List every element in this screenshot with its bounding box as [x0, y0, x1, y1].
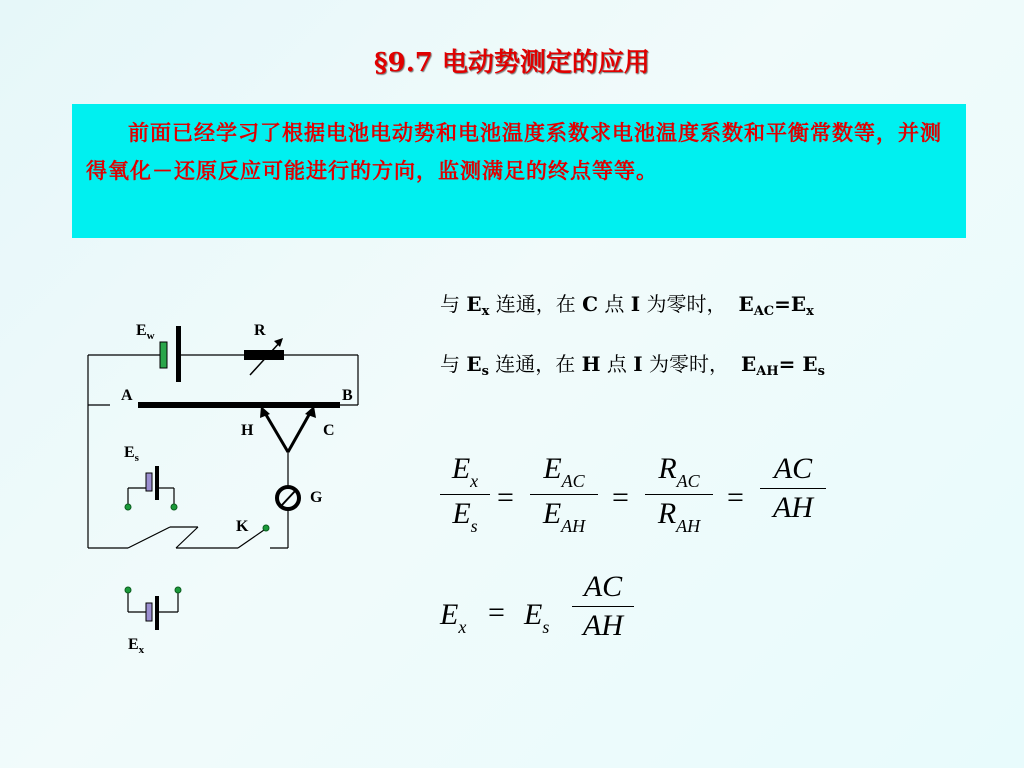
equals-sign: = [488, 596, 505, 629]
label-k: K [236, 518, 249, 535]
label-r: R [254, 322, 266, 339]
fraction-ac-ah: AC AH [760, 452, 826, 525]
equals-sign: = [727, 481, 744, 514]
ew-battery-plate-long [176, 326, 181, 382]
label-b: B [342, 387, 353, 404]
statement-1: 与 $E_x$ 连通，在 C 点 I 为零时， $E_{AC}=E_x$ [440, 292, 814, 319]
label-ex: $E_x$ [128, 636, 145, 656]
fraction-ac-ah-result: AC AH [572, 570, 634, 643]
fraction-eac-eah: $E_{AC}$ $E_{AH}$ [530, 452, 598, 537]
fraction-rac-rah: $R_{AC}$ $R_{AH}$ [645, 452, 713, 537]
equals-sign: = [612, 481, 629, 514]
es-battery-plate-long [155, 466, 159, 500]
rheostat-r [244, 350, 284, 360]
slide-wire-ab [138, 402, 340, 408]
ex-battery-plate [146, 603, 152, 621]
intro-text: 前面已经学习了根据电池电动势和电池温度系数求电池温度系数和平衡常数等，并测得氧化－还原反应可能进行的方向，监测满足的终点等等。 [86, 120, 942, 183]
equals-sign: = [497, 481, 514, 514]
node-ex-right [175, 587, 181, 593]
ex-battery-plate-long [155, 596, 159, 630]
page-title: §9.7 电动势测定的应用 [374, 48, 650, 78]
statement-2: 与 $E_s$ 连通，在 H 点 I 为零时， $E_{AH}= E_s$ [440, 352, 825, 379]
label-g: G [310, 489, 323, 506]
ew-battery-plate [160, 342, 167, 368]
label-c: C [323, 422, 335, 439]
label-h: H [241, 422, 254, 439]
node-es-right [171, 504, 177, 510]
lhs-ex: $E_x$ [440, 598, 467, 637]
node-es-left [125, 504, 131, 510]
fraction-ex-es: $E_x$ $E_s$ [440, 452, 490, 537]
node-k [263, 525, 269, 531]
node-ex-left [125, 587, 131, 593]
label-ew: $E_w$ [136, 322, 155, 342]
rhs-es: $E_s$ [524, 598, 550, 637]
label-a: A [121, 387, 133, 404]
es-battery-plate [146, 473, 152, 491]
label-es: $E_s$ [124, 444, 139, 464]
